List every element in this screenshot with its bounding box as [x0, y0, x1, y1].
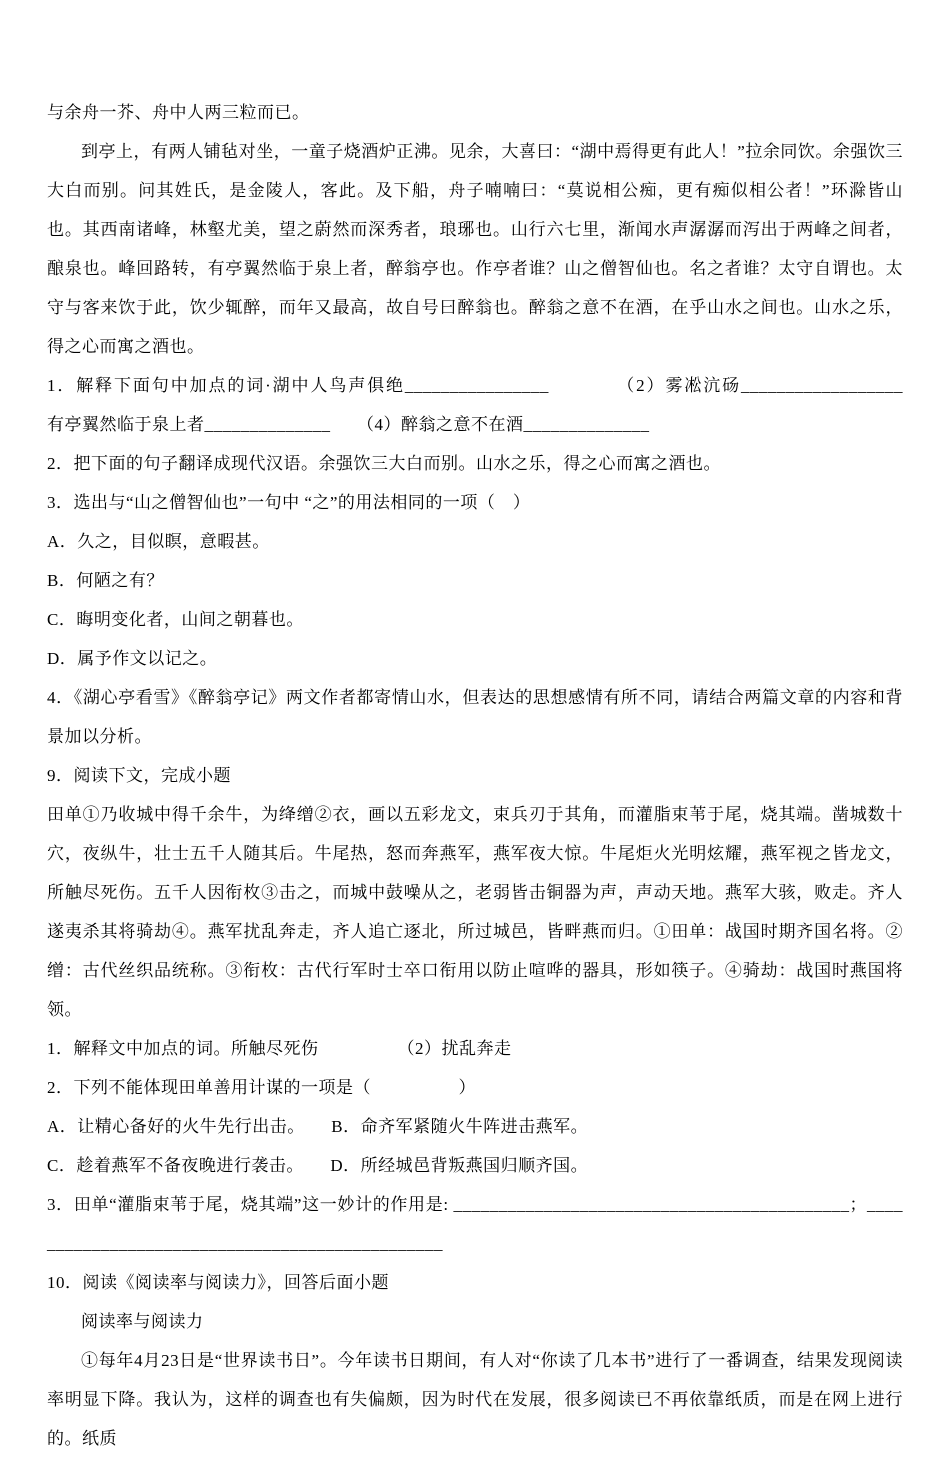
question-2-translate: 2．把下面的句子翻译成现代汉语。余强饮三大白而别。山水之乐，得之心而寓之酒也。	[47, 454, 721, 473]
tiandan-question-3-with-blank: 3．田单“灌脂束苇于尾，烧其端”这一妙计的作用是: ____________________________________________；________________________________________________	[47, 1195, 903, 1253]
essay-paragraph-1: ①每年4月23日是“世界读书日”。今年读书日期间，有人对“你读了几本书”进行了一番调查，结果发现阅读率明显下降。我认为，这样的调查也有失偏颇，因为时代在发展，很多阅读已不再依靠纸质，而是在网上进行的。纸质	[47, 1351, 903, 1448]
tiandan-question-2: 2．下列不能体现田单善用计谋的一项是（ ）	[47, 1078, 476, 1097]
section-9-heading: 9．阅读下文，完成小题	[47, 766, 231, 785]
tiandan-question-2-options-ab: A．让精心备好的火牛先行出击。 B．命齐军紧随火牛阵进击燕军。	[47, 1117, 589, 1136]
question-3-zhi-usage: 3．选出与“山之僧智仙也”一句中 “之”的用法相同的一项（ ）	[47, 493, 531, 512]
passage-ending-line: 与余舟一芥、舟中人两三粒而已。	[47, 103, 310, 122]
passage-tiandan: 田单①乃收城中得千余牛，为绛缯②衣，画以五彩龙文，束兵刃于其角，而灌脂束苇于尾，烧其端。凿城数十穴，夜纵牛，壮士五千人随其后。牛尾热，怒而奔燕军，燕军夜大惊。牛尾炬火光明炫耀，燕军视之皆龙文，所触尽死伤。五千人因衔枚③击之，而城中鼓噪从之，老弱皆击铜器为声，声动天地。燕军大骇，败走。齐人遂夷杀其将骑劫④。燕军扰乱奔走，齐人追亡逐北，所过城邑，皆畔燕而归。①田单：战国时期齐国名将。②缯：古代丝织品统称。③衔枚：古代行军时士卒口衔用以防止喧哗的器具，形如筷子。④骑劫：战国时燕国将领。	[47, 805, 903, 1019]
essay-title: 阅读率与阅读力	[81, 1312, 204, 1331]
tiandan-question-2-options-cd: C．趁着燕军不备夜晚进行袭击。 D．所经城邑背叛燕国归顺齐国。	[47, 1156, 589, 1175]
question-3-option-a: A．久之，目似瞑，意暇甚。	[47, 532, 270, 551]
tiandan-question-1: 1．解释文中加点的词。所触尽死伤 （2）扰乱奔走	[47, 1039, 512, 1058]
question-4-compare: 4．《湖心亭看雪》《醉翁亭记》两文作者都寄情山水，但表达的思想感情有所不同，请结合两篇文章的内容和背景加以分析。	[47, 688, 903, 746]
question-1-explain-words: 1．解释下面句中加点的词·湖中人鸟声俱绝________________ （2）雾凇沆砀__________________ 有亭翼然临于泉上者______________ （4）醉翁之意不在酒______________	[47, 376, 938, 434]
question-3-option-d: D．属予作文以记之。	[47, 649, 218, 668]
section-10-heading: 10．阅读《阅读率与阅读力》，回答后面小题	[47, 1273, 389, 1292]
passage-main: 到亭上，有两人铺毡对坐，一童子烧酒炉正沸。见余，大喜曰：“湖中焉得更有此人！”拉余同饮。余强饮三大白而别。问其姓氏，是金陵人，客此。及下船，舟子喃喃曰：“莫说相公痴，更有痴似相公者！”环滁皆山也。其西南诸峰，林壑尤美，望之蔚然而深秀者，琅琊也。山行六七里，渐闻水声潺潺而泻出于两峰之间者，酿泉也。峰回路转，有亭翼然临于泉上者，醉翁亭也。作亭者谁？山之僧智仙也。名之者谁？太守自谓也。太守与客来饮于此，饮少辄醉，而年又最高，故自号曰醉翁也。醉翁之意不在酒，在乎山水之间也。山水之乐，得之心而寓之酒也。	[47, 142, 903, 356]
question-3-option-b: B．何陋之有？	[47, 571, 164, 590]
question-3-option-c: C．晦明变化者，山间之朝暮也。	[47, 610, 304, 629]
